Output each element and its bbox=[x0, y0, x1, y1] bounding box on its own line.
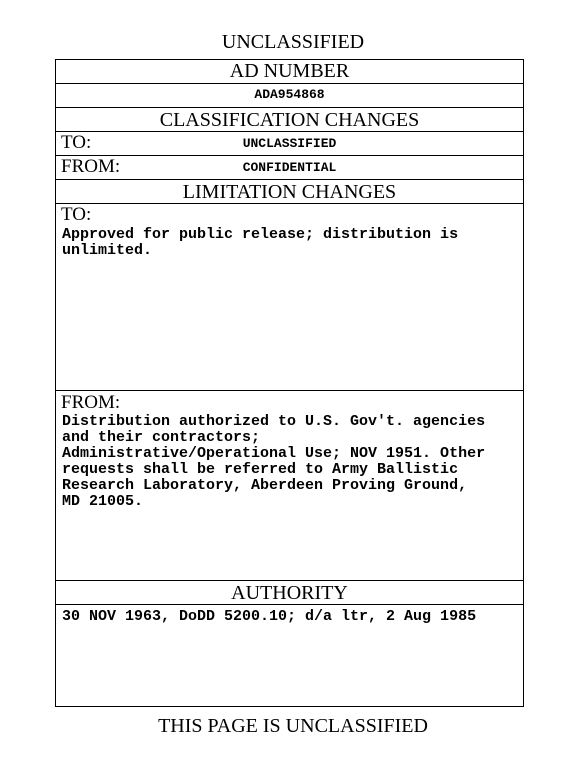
document-form bbox=[55, 59, 524, 707]
limitation-to-text: Approved for public release; distribution is unlimited. bbox=[62, 226, 459, 259]
ad-number-value: ADA954868 bbox=[56, 84, 523, 108]
classification-from-value: CONFIDENTIAL bbox=[242, 160, 337, 175]
classification-to-label: TO: bbox=[61, 132, 92, 153]
classification-from-label: FROM: bbox=[61, 156, 121, 177]
limitation-changes-header: LIMITATION CHANGES bbox=[56, 180, 523, 204]
classification-to-row bbox=[56, 132, 523, 156]
limitation-to-label: TO: bbox=[61, 204, 92, 225]
limitation-from-section bbox=[56, 391, 523, 581]
top-classification-banner: UNCLASSIFIED bbox=[221, 31, 365, 53]
classification-changes-header: CLASSIFICATION CHANGES bbox=[56, 108, 523, 132]
authority-text: 30 NOV 1963, DoDD 5200.10; d/a ltr, 2 Aug 1985 bbox=[62, 608, 477, 625]
authority-section bbox=[56, 605, 523, 706]
ad-number-header: AD NUMBER bbox=[56, 60, 523, 84]
limitation-from-label: FROM: bbox=[61, 392, 121, 413]
classification-from-row bbox=[56, 156, 523, 180]
bottom-classification-banner: THIS PAGE IS UNCLASSIFIED bbox=[158, 715, 428, 737]
limitation-from-text: Distribution authorized to U.S. Gov't. agencies and their contractors; Administrative/Operational Use; NOV 1951. Other requests shall be referred to Army Ballistic Research Laboratory, Aberdeen Proving Ground, MD 21005. bbox=[62, 413, 486, 510]
classification-to-value: UNCLASSIFIED bbox=[242, 136, 337, 151]
limitation-to-section bbox=[56, 204, 523, 391]
authority-header: AUTHORITY bbox=[56, 581, 523, 605]
